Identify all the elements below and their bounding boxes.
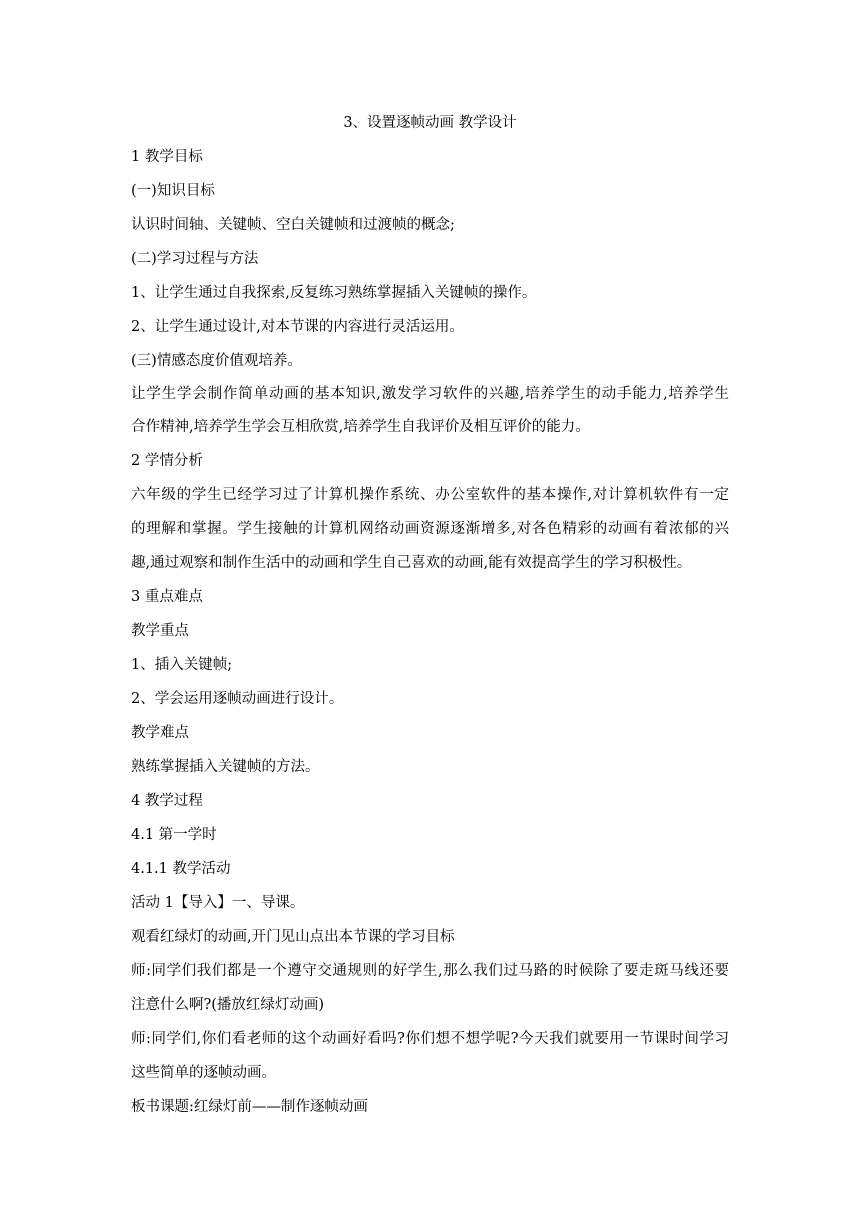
- paragraph-line: 师:同学们我们都是一个遵守交通规则的好学生,那么我们过马路的时候除了要走斑马线还要: [131, 963, 729, 979]
- subheading-knowledge-goals: (一)知识目标: [131, 183, 215, 199]
- paragraph-line: 注意什么啊?(播放红绿灯动画): [131, 997, 325, 1013]
- list-item: 1、让学生通过自我探索,反复练习熟练掌握插入关键帧的操作。: [131, 285, 537, 301]
- paragraph-line: 这些简单的逐帧动画。: [131, 1065, 276, 1081]
- paragraph-line: 趣,通过观察和制作生活中的动画和学生自己喜欢的动画,能有效提高学生的学习积极性。: [131, 555, 692, 571]
- list-item: 2、让学生通过设计,对本节课的内容进行灵活运用。: [131, 319, 464, 335]
- paragraph-line: 让学生学会制作简单动画的基本知识,激发学习软件的兴趣,培养学生的动手能力,培养学生: [131, 386, 729, 402]
- paragraph-line: 合作精神,培养学生学会互相欣赏,培养学生自我评价及相互评价的能力。: [131, 419, 590, 435]
- paragraph-line: 板书课题:红绿灯前——制作逐帧动画: [131, 1099, 368, 1115]
- subheading-first-lesson: 4.1 第一学时: [131, 827, 217, 843]
- list-item: 1、插入关键帧;: [131, 657, 233, 673]
- section-heading-key-points: 3 重点难点: [131, 589, 203, 605]
- subheading-process-methods: (二)学习过程与方法: [131, 251, 259, 267]
- section-heading-teaching-process: 4 教学过程: [131, 793, 203, 809]
- section-heading-teaching-goals: 1 教学目标: [131, 149, 203, 165]
- subheading-teaching-activities: 4.1.1 教学活动: [131, 861, 231, 877]
- paragraph-line: 师:同学们,你们看老师的这个动画好看吗?你们想不想学呢?今天我们就要用一节课时间学习: [131, 1031, 729, 1047]
- paragraph-line: 认识时间轴、关键帧、空白关键帧和过渡帧的概念;: [131, 217, 455, 233]
- list-item: 2、学会运用逐帧动画进行设计。: [131, 691, 344, 707]
- paragraph-line: 的理解和掌握。学生接触的计算机网络动画资源逐渐增多,对各色精彩的动画有着浓郁的兴: [131, 521, 729, 537]
- activity-heading: 活动 1【导入】一、导课。: [131, 895, 305, 911]
- document-title: 3、设置逐帧动画 教学设计: [343, 115, 517, 131]
- paragraph-line: 六年级的学生已经学习过了计算机操作系统、办公室软件的基本操作,对计算机软件有一定: [131, 487, 729, 503]
- paragraph-line: 熟练掌握插入关键帧的方法。: [131, 759, 320, 775]
- subheading-teaching-focus: 教学重点: [131, 623, 189, 639]
- subheading-attitude-values: (三)情感态度价值观培养。: [131, 353, 302, 369]
- paragraph-line: 观看红绿灯的动画,开门见山点出本节课的学习目标: [131, 929, 455, 945]
- section-heading-student-analysis: 2 学情分析: [131, 453, 203, 469]
- subheading-teaching-difficulty: 教学难点: [131, 725, 189, 741]
